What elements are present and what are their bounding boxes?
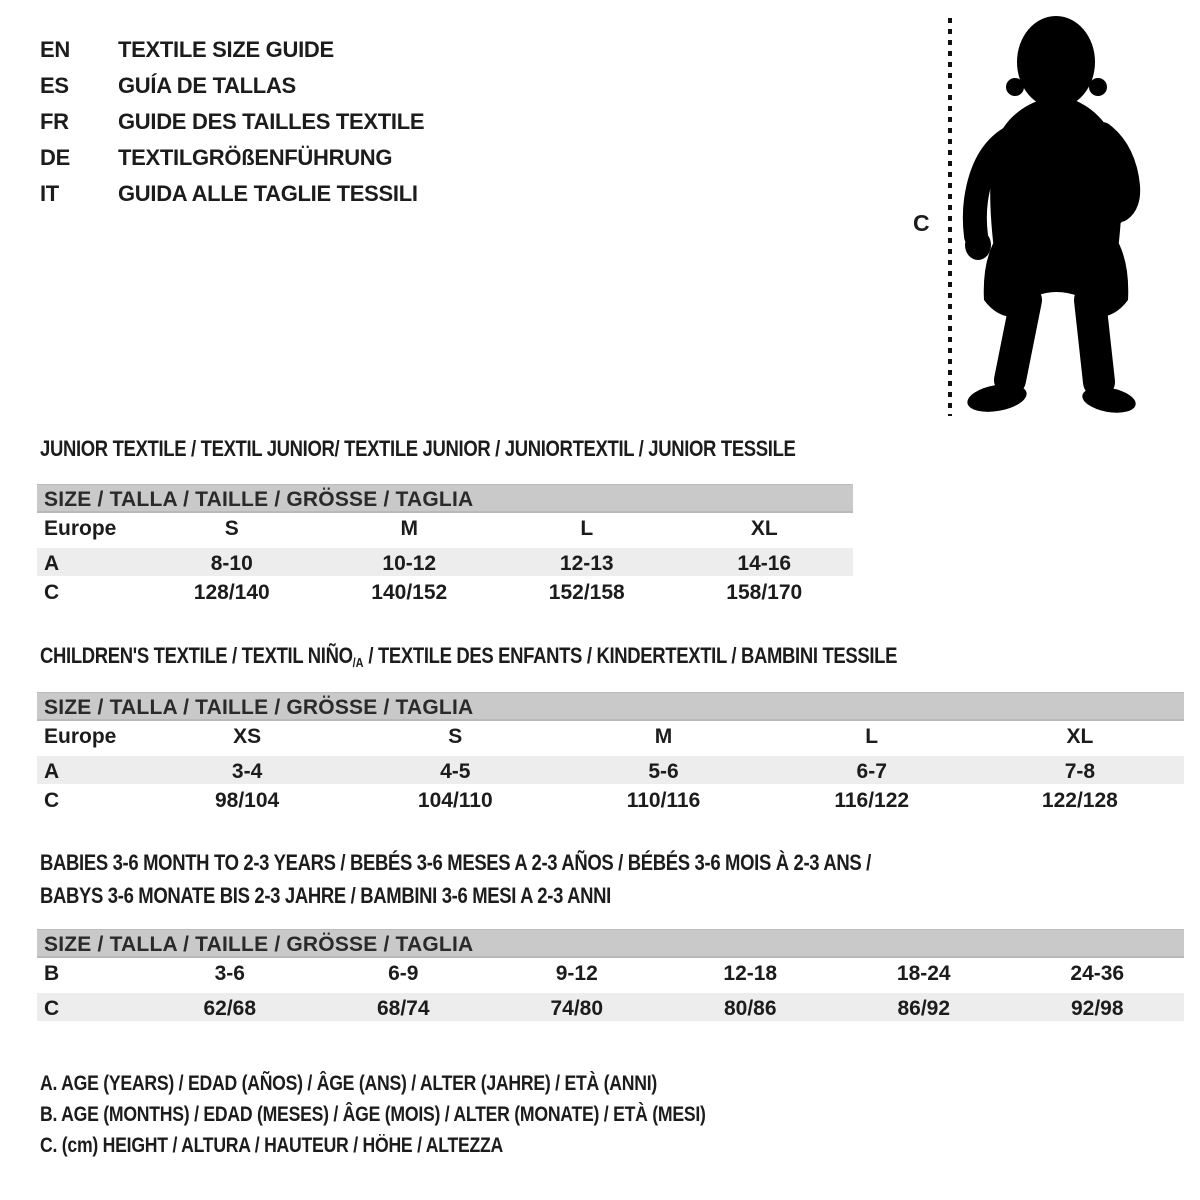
language-row xyxy=(40,104,424,140)
size-cell: S xyxy=(224,517,239,540)
guide-title: GUÍA DE TALLAS xyxy=(118,73,296,98)
language-row xyxy=(40,32,424,68)
row-label: A xyxy=(44,760,60,783)
children-title-prefix: CHILDREN'S TEXTILE / TEXTIL NIÑO xyxy=(40,643,353,668)
legend-line-b: B. AGE (MONTHS) / EDAD (MESES) / ÂGE (MOIS) / ALTER (MONATE) / ETÀ (MESI) xyxy=(40,1103,706,1126)
size-cell: L xyxy=(580,517,594,540)
table-row xyxy=(37,958,1184,990)
measurement-legend xyxy=(40,1068,832,1161)
table-row xyxy=(37,545,853,577)
size-cell: 6-7 xyxy=(856,760,887,783)
table-row xyxy=(37,577,853,609)
babies-size-table xyxy=(37,929,1184,1022)
size-cell: 158/170 xyxy=(726,581,803,604)
row-label: B xyxy=(44,962,60,985)
size-cell: 10-12 xyxy=(382,552,437,575)
size-cell: 122/128 xyxy=(1041,789,1118,812)
children-size-table xyxy=(37,692,1184,817)
language-row xyxy=(40,140,424,176)
size-cell: 74/80 xyxy=(550,997,604,1020)
table-size-header: SIZE / TALLA / TAILLE / GRÖSSE / TAGLIA xyxy=(37,929,1184,958)
language-code: ES xyxy=(40,73,69,98)
language-code: EN xyxy=(40,37,70,62)
size-cell: 5-6 xyxy=(648,760,679,783)
size-cell: 80/86 xyxy=(723,997,777,1020)
table-size-header: SIZE / TALLA / TAILLE / GRÖSSE / TAGLIA xyxy=(37,484,853,513)
legend-line-c: C. (cm) HEIGHT / ALTURA / HAUTEUR / HÖHE / ALTEZZA xyxy=(40,1134,504,1157)
size-cell: XS xyxy=(233,725,262,748)
size-cell: 104/110 xyxy=(417,789,493,812)
table-size-header: SIZE / TALLA / TAILLE / GRÖSSE / TAGLIA xyxy=(37,692,1184,721)
junior-section-title: JUNIOR TEXTILE / TEXTIL JUNIOR/ TEXTILE JUNIOR / JUNIORTEXTIL / JUNIOR TESSILE xyxy=(40,436,796,461)
size-cell: 116/122 xyxy=(834,789,910,812)
size-cell: 86/92 xyxy=(897,997,951,1020)
size-cell: 9-12 xyxy=(555,962,598,985)
table-row xyxy=(37,753,1184,785)
height-figure xyxy=(880,0,1200,430)
legend-line-a: A. AGE (YEARS) / EDAD (AÑOS) / ÂGE (ANS) / ALTER (JAHRE) / ETÀ (ANNI) xyxy=(40,1072,658,1095)
size-cell: 110/116 xyxy=(626,789,701,812)
height-measure-label: C xyxy=(913,210,930,236)
language-code: IT xyxy=(40,181,59,206)
table-row xyxy=(37,990,1184,1022)
size-cell: 7-8 xyxy=(1064,760,1096,783)
size-cell: 140/152 xyxy=(371,581,448,604)
children-title-subscript: /A xyxy=(352,655,364,670)
junior-size-table xyxy=(37,484,853,609)
guide-title: TEXTILGRÖßENFÜHRUNG xyxy=(118,145,393,170)
size-cell: 128/140 xyxy=(193,581,270,604)
guide-title: GUIDA ALLE TAGLIE TESSILI xyxy=(118,181,418,206)
table-row xyxy=(37,785,1184,817)
size-cell: M xyxy=(400,517,418,540)
size-cell: 62/68 xyxy=(203,997,257,1020)
size-cell: 8-10 xyxy=(210,552,253,575)
table-row xyxy=(37,513,853,545)
size-cell: S xyxy=(448,725,463,748)
language-code: DE xyxy=(40,145,70,170)
size-cell: 18-24 xyxy=(896,962,951,985)
children-title-suffix: / TEXTILE DES ENFANTS / KINDERTEXTIL / BAMBINI TESSILE xyxy=(363,643,898,668)
babies-section-title-line1: BABIES 3-6 MONTH TO 2-3 YEARS / BEBÉS 3-6 MESES A 2-3 AÑOS / BÉBÉS 3-6 MOIS À 2-3 ANS / xyxy=(40,850,871,875)
size-cell: 152/158 xyxy=(548,581,625,604)
toddler-silhouette xyxy=(965,16,1138,417)
size-cell: 68/74 xyxy=(376,997,430,1020)
row-label: C xyxy=(44,997,60,1020)
size-cell: 24-36 xyxy=(1070,962,1125,985)
babies-section-title-line2: BABYS 3-6 MONATE BIS 2-3 JAHRE / BAMBINI 3-6 MESI A 2-3 ANNI xyxy=(40,883,611,908)
size-cell: 98/104 xyxy=(214,789,280,812)
row-label: A xyxy=(44,552,60,575)
size-cell: M xyxy=(654,725,673,748)
language-code: FR xyxy=(40,109,69,134)
language-row xyxy=(40,176,424,212)
size-cell: 14-16 xyxy=(737,552,792,575)
language-title-list xyxy=(40,32,424,212)
size-cell: XL xyxy=(1066,725,1094,748)
table-row xyxy=(37,721,1184,753)
row-label: C xyxy=(44,789,60,812)
size-cell: L xyxy=(865,725,879,748)
language-row xyxy=(40,68,424,104)
size-cell: 6-9 xyxy=(388,962,419,985)
size-cell: 12-13 xyxy=(559,552,614,575)
children-section-title xyxy=(40,643,897,670)
size-cell: 3-4 xyxy=(231,760,263,783)
size-cell: XL xyxy=(750,517,778,540)
row-label: Europe xyxy=(44,517,117,540)
row-label: Europe xyxy=(44,725,117,748)
size-cell: 92/98 xyxy=(1070,997,1124,1020)
size-cell: 12-18 xyxy=(723,962,778,985)
size-cell: 4-5 xyxy=(440,760,471,783)
guide-title: TEXTILE SIZE GUIDE xyxy=(118,37,334,62)
guide-title: GUIDE DES TAILLES TEXTILE xyxy=(118,109,425,134)
size-cell: 3-6 xyxy=(214,962,245,985)
row-label: C xyxy=(44,581,60,604)
